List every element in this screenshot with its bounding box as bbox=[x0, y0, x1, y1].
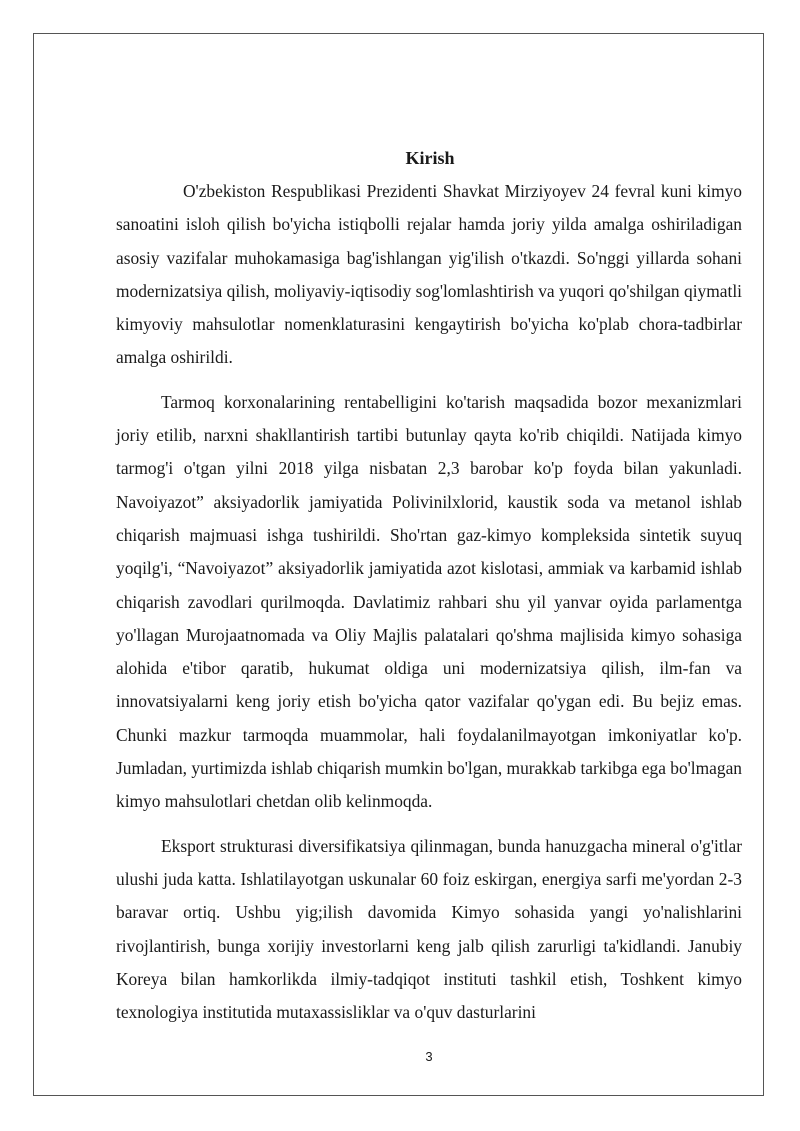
page-content bbox=[116, 143, 742, 1029]
section-title: Kirish bbox=[405, 148, 455, 168]
page-number: 3 bbox=[425, 1049, 433, 1064]
paragraph-3: Eksport strukturasi diversifikatsiya qilinmagan, bunda hanuzgacha mineral o'g'itlar ulushi juda katta. Ishlatilayotgan uskunalar 60 foiz eskirgan, energiya sarfi me'yordan 2-3 baravar ortiq. Ushbu yig;ilish davomida Kimyo sohasida yangi yo'nalishlarini rivojlantirish, bunga xorijiy investorlarni keng jalb qilish zarurligi ta'kidlandi. Janubiy Koreya bilan hamkorlikda ilmiy-tadqiqot instituti tashkil etish, Toshkent kimyo texnologiya institutida mutaxassisliklar va o'quv dasturlarini bbox=[116, 835, 742, 1023]
paragraph-1: O'zbekiston Respublikasi Prezidenti Shavkat Mirziyoyev 24 fevral kuni kimyo sanoatini isloh qilish bo'yicha istiqbolli rejalar hamda joriy yilda amalga oshiriladigan asosiy vazifalar muhokamasiga bag'ishlangan yig'ilish o'tkazdi. So'nggi yillarda sohani modernizatsiya qilish, moliyaviy-iqtisodiy sog'lomlashtirish va yuqori qo'shilgan qiymatli kimyoviy mahsulotlar nomenklaturasini kengaytirish bo'yicha ko'plab chora-tadbirlar amalga oshirildi. bbox=[116, 181, 742, 368]
paragraph-2: Tarmoq korxonalarining rentabelligini ko'tarish maqsadida bozor mexanizmlari joriy etilib, narxni shakllantirish tartibi butunlay qayta ko'rib chiqildi. Natijada kimyo tarmog'i o'tgan yilni 2018 yilga nisbatan 2,3 barobar ko'p foyda bilan yakunladi. Navoiyazot” aksiyadorlik jamiyatida Polivinilxlorid, kaustik soda va metanol ishlab chiqarish majmuasi ishga tushirildi. Sho'rtan gaz-kimyo kompleksida sintetik suyuq yoqilg'i, “Navoiyazot” aksiyadorlik jamiyatida azot kislotasi, ammiak va karbamid ishlab chiqarish zavodlari qurilmoqda. Davlatimiz rahbari shu yil yanvar oyida parlamentga yo'llagan Murojaatnomada va Oliy Majlis palatalari qo'shma majlisida kimyo sohasiga alohida e'tibor qaratib, hukumat oldiga uni modernizatsiya qilish, ilm-fan va innovatsiyalarni keng joriy etish bo'yicha qator vazifalar qo'ygan edi. Bu bejiz emas. Chunki mazkur tarmoqda muammolar, hali foydalanilmayotgan imkoniyatlar ko'p. Jumladan, yurtimizda ishlab chiqarish mumkin bo'lgan, murakkab tarkibga ega bo'lmagan kimyo mahsulotlari chetdan olib kelinmoqda. bbox=[116, 391, 742, 812]
